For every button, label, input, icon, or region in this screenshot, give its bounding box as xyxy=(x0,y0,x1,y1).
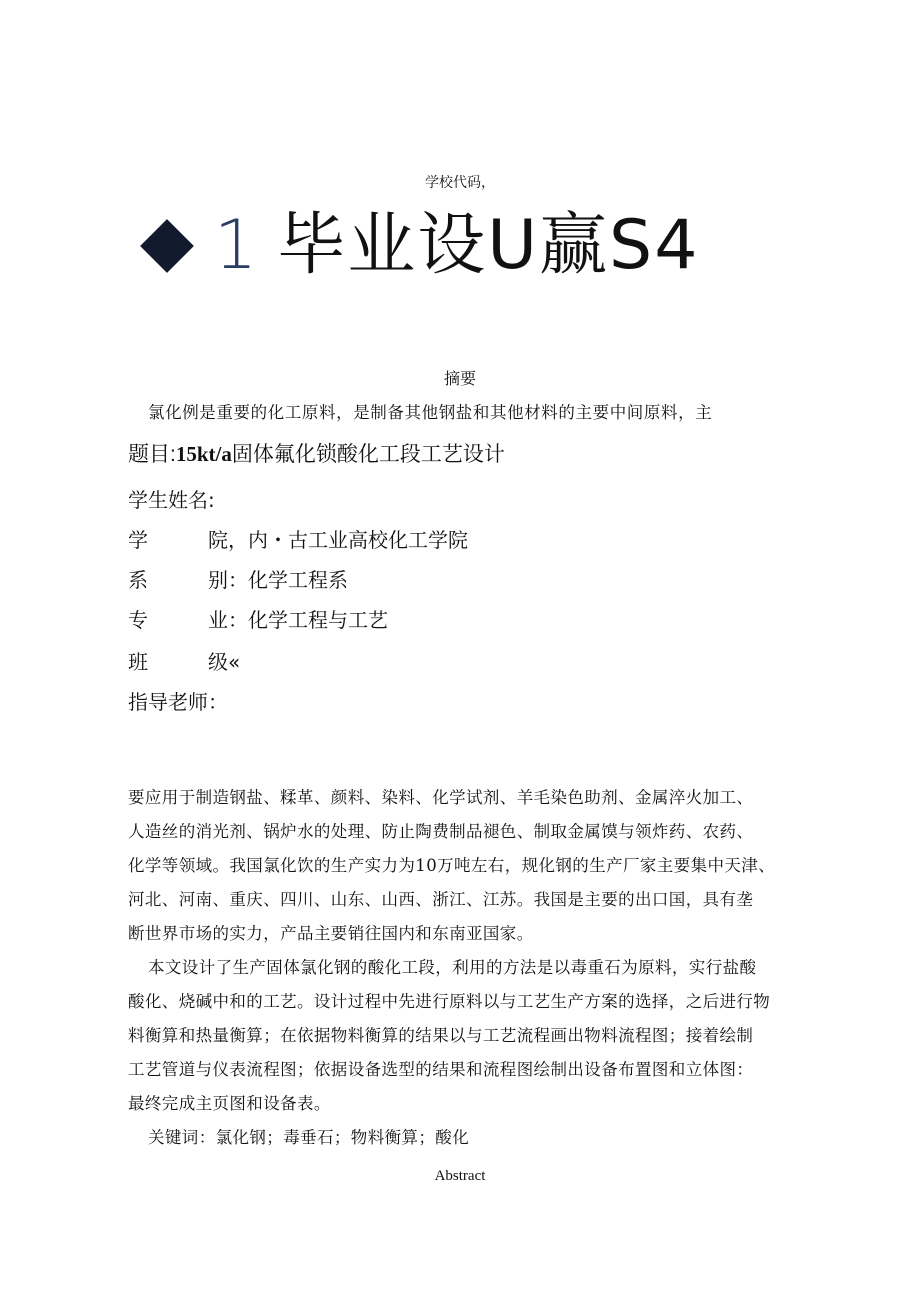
thesis-title-capacity: 15kt/a xyxy=(175,442,232,466)
info-row-advisor xyxy=(128,686,228,715)
body-line: 河北、河南、重庆、四川、山东、山西、浙江、江苏。我国是主要的出口国，具有垄 xyxy=(128,890,754,909)
title-text: 毕业设U赢S4 xyxy=(277,206,700,285)
body-line: 化学等领域。我国氯化饮的生产实力为10万吨左右，规化钢的生产厂家主要集中天津、 xyxy=(128,856,776,875)
keywords-line: 关键词：氯化钢；毒垂石；物料衡算；酸化 xyxy=(148,1128,470,1147)
abstract-heading: 摘要 xyxy=(443,369,476,388)
body-line: 最终完成主页图和设备表。 xyxy=(128,1094,331,1113)
body-line: 酸化、烧碱中和的工艺。设计过程中先进行原料以与工艺生产方案的选择，之后进行物 xyxy=(128,992,771,1011)
info-label: 学生姓名: xyxy=(128,488,215,512)
info-label: 系 xyxy=(128,568,148,592)
info-row-class xyxy=(128,646,240,675)
info-label: 指导老师： xyxy=(128,690,228,714)
info-value: 院，内・古工业高校化工学院 xyxy=(208,528,468,552)
info-label: 专 xyxy=(128,608,148,632)
body-line: 要应用于制造钢盐、糅革、颜料、染料、化学试剂、羊毛染色助剂、金属淬火加工、 xyxy=(128,788,754,807)
info-row-student-name xyxy=(128,484,215,513)
body-line: 工艺管道与仪表流程图；依据设备选型的结果和流程图绘制出设备布置图和立体图： xyxy=(128,1060,754,1079)
thesis-cover-title xyxy=(136,204,699,288)
info-row-department xyxy=(128,564,348,593)
thesis-title-text: 固体氟化锁酸化工段工艺设计 xyxy=(231,443,505,466)
info-value: 别：化学工程系 xyxy=(208,568,348,592)
info-label: 班 xyxy=(128,650,148,674)
body-line: 本文设计了生产固体氯化钢的酸化工段，利用的方法是以毒重石为原料，实行盐酸 xyxy=(148,958,757,977)
intro-line: 氯化例是重要的化工原料，是制备其他钢盐和其他材料的主要中间原料，主 xyxy=(148,403,713,422)
thesis-title-prefix: 题目: xyxy=(128,443,176,466)
info-value: 业：化学工程与工艺 xyxy=(208,608,388,632)
body-line: 人造丝的消光剂、锅炉水的处理、防止陶费制品褪色、制取金属馍与领炸药、农药、 xyxy=(128,822,754,841)
info-row-major xyxy=(128,604,388,633)
thesis-title xyxy=(128,438,505,468)
info-row-college xyxy=(128,524,468,553)
body-line: 料衡算和热量衡算；在依据物料衡算的结果以与工艺流程画出物料流程图；接着绘制 xyxy=(128,1026,754,1045)
school-code-label: 学校代码， xyxy=(425,175,495,191)
abstract-en-heading: Abstract xyxy=(434,1168,486,1184)
info-label: 学 xyxy=(128,528,148,552)
info-value: 级« xyxy=(208,650,241,674)
body-line: 断世界市场的实力，产品主要销往国内和东南亚国家。 xyxy=(128,924,534,943)
title-number: 1 xyxy=(214,206,260,285)
diamond-icon xyxy=(140,219,194,273)
